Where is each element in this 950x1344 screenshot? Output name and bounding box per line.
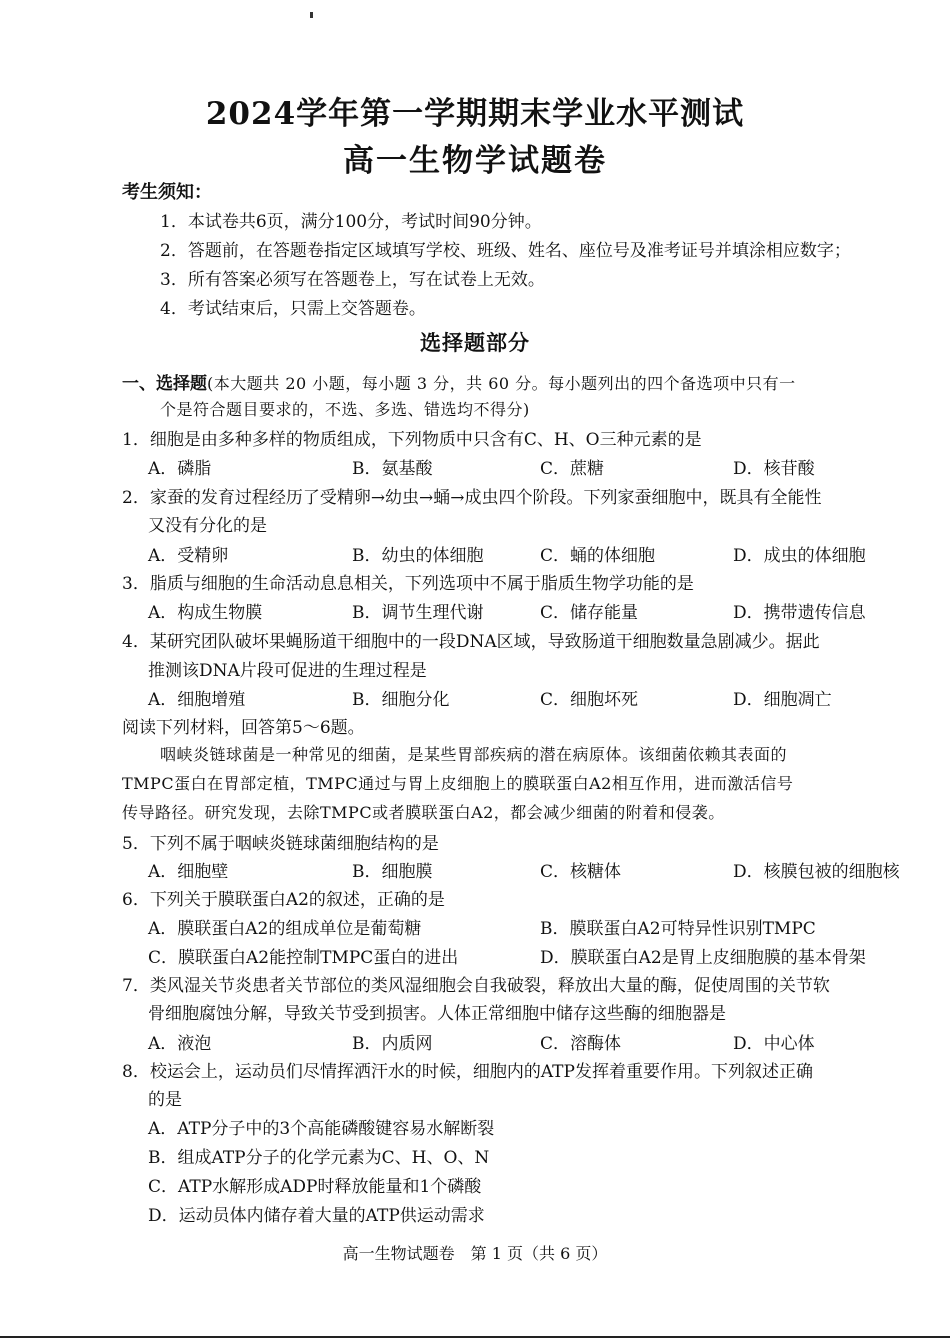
scan-mark	[310, 12, 313, 18]
part-label: 一、选择题	[122, 374, 207, 394]
question-3-stem: 3．脂质与细胞的生命活动息息相关，下列选项中不属于脂质生物学功能的是	[122, 574, 694, 594]
reading-intro: 阅读下列材料，回答第5～6题。	[122, 718, 365, 738]
question-6-stem: 6．下列关于膜联蛋白A2的叙述，正确的是	[122, 890, 445, 910]
question-5-stem: 5．下列不属于咽峡炎链球菌细胞结构的是	[122, 834, 439, 854]
q1-option-d: D．核苷酸	[733, 459, 815, 479]
part-desc: (本大题共 20 小题，每小题 3 分，共 60 分。每小题列出的四个备选项中只有一	[207, 374, 796, 393]
question-4-stem: 4．某研究团队破坏果蝇肠道干细胞中的一段DNA区域，导致肠道干细胞数量急剧减少。据此	[122, 632, 820, 652]
part-desc-cont: 个是符合题目要求的，不选、多选、错选均不得分)	[160, 400, 530, 419]
q7-option-a: A．液泡	[148, 1034, 212, 1054]
q1-option-a: A．磷脂	[148, 459, 212, 479]
q2-option-a: A．受精卵	[148, 546, 229, 566]
question-1-stem: 1．细胞是由多种多样的物质组成，下列物质中只含有C、H、O三种元素的是	[122, 430, 702, 450]
q5-option-a: A．细胞壁	[148, 862, 229, 882]
passage-line: 咽峡炎链球菌是一种常见的细菌，是某些胃部疾病的潜在病原体。该细菌依赖其表面的	[160, 745, 788, 764]
notice-item: 1．本试卷共6页，满分100分，考试时间90分钟。	[160, 212, 542, 232]
q2-option-b: B．幼虫的体细胞	[352, 546, 484, 566]
q3-option-b: B．调节生理代谢	[352, 603, 484, 623]
scan-edge-line	[0, 1336, 950, 1338]
question-8-stem-cont: 的是	[148, 1090, 182, 1110]
question-4-stem-cont: 推测该DNA片段可促进的生理过程是	[148, 661, 427, 681]
q8-option-a: A．ATP分子中的3个高能磷酸键容易水解断裂	[148, 1119, 495, 1139]
q2-option-d: D．成虫的体细胞	[733, 546, 866, 566]
q3-option-d: D．携带遗传信息	[733, 603, 866, 623]
q5-option-d: D．核膜包被的细胞核	[733, 862, 900, 882]
q8-option-b: B．组成ATP分子的化学元素为C、H、O、N	[148, 1148, 490, 1168]
question-2-stem-cont: 又没有分化的是	[148, 516, 267, 536]
page-footer: 高一生物试题卷 第 1 页（共 6 页）	[342, 1244, 608, 1263]
notice-item: 4．考试结束后，只需上交答题卷。	[160, 299, 426, 319]
q6-option-b: B．膜联蛋白A2可特异性识别TMPC	[540, 919, 816, 939]
exam-title: 2024学年第一学期期末学业水平测试	[205, 96, 745, 132]
exam-subtitle: 高一生物学试题卷	[343, 143, 607, 179]
q4-option-c: C．细胞坏死	[540, 690, 639, 710]
section-title: 选择题部分	[420, 330, 530, 355]
q6-option-c: C．膜联蛋白A2能控制TMPC蛋白的进出	[148, 948, 459, 968]
q6-option-a: A．膜联蛋白A2的组成单位是葡萄糖	[148, 919, 422, 939]
q5-option-c: C．核糖体	[540, 862, 622, 882]
question-8-stem: 8．校运会上，运动员们尽情挥洒汗水的时候，细胞内的ATP发挥着重要作用。下列叙述正确	[122, 1062, 813, 1082]
q4-option-b: B．细胞分化	[352, 690, 450, 710]
question-7-stem-cont: 骨细胞腐蚀分解，导致关节受到损害。人体正常细胞中储存这些酶的细胞器是	[148, 1004, 726, 1024]
q3-option-c: C．储存能量	[540, 603, 639, 623]
notice-item: 2．答题前，在答题卷指定区域填写学校、班级、姓名、座位号及准考证号并填涂相应数字；	[160, 241, 851, 261]
q1-option-b: B．氨基酸	[352, 459, 433, 479]
q1-option-c: C．蔗糖	[540, 459, 605, 479]
notice-heading: 考生须知：	[122, 182, 212, 203]
q4-option-d: D．细胞凋亡	[733, 690, 832, 710]
q8-option-d: D．运动员体内储存着大量的ATP供运动需求	[148, 1206, 485, 1226]
q7-option-c: C．溶酶体	[540, 1034, 622, 1054]
passage-line: TMPC蛋白在胃部定植，TMPC通过与胃上皮细胞上的膜联蛋白A2相互作用，进而激活信号	[122, 774, 794, 793]
question-2-stem: 2．家蚕的发育过程经历了受精卵→幼虫→蛹→成虫四个阶段。下列家蚕细胞中，既具有全能性	[122, 488, 822, 508]
q6-option-d: D．膜联蛋白A2是胃上皮细胞膜的基本骨架	[540, 948, 866, 968]
question-7-stem: 7．类风湿关节炎患者关节部位的类风湿细胞会自我破裂，释放出大量的酶，促使周围的关节软	[122, 976, 830, 996]
part-heading	[122, 369, 796, 394]
q7-option-b: B．内质网	[352, 1034, 433, 1054]
q3-option-a: A．构成生物膜	[148, 603, 263, 623]
notice-item: 3．所有答案必须写在答题卷上，写在试卷上无效。	[160, 270, 545, 290]
q7-option-d: D．中心体	[733, 1034, 815, 1054]
q5-option-b: B．细胞膜	[352, 862, 433, 882]
q8-option-c: C．ATP水解形成ADP时释放能量和1个磷酸	[148, 1177, 482, 1197]
passage-line: 传导路径。研究发现，去除TMPC或者膜联蛋白A2，都会减少细菌的附着和侵袭。	[122, 803, 725, 822]
q4-option-a: A．细胞增殖	[148, 690, 246, 710]
q2-option-c: C．蛹的体细胞	[540, 546, 656, 566]
